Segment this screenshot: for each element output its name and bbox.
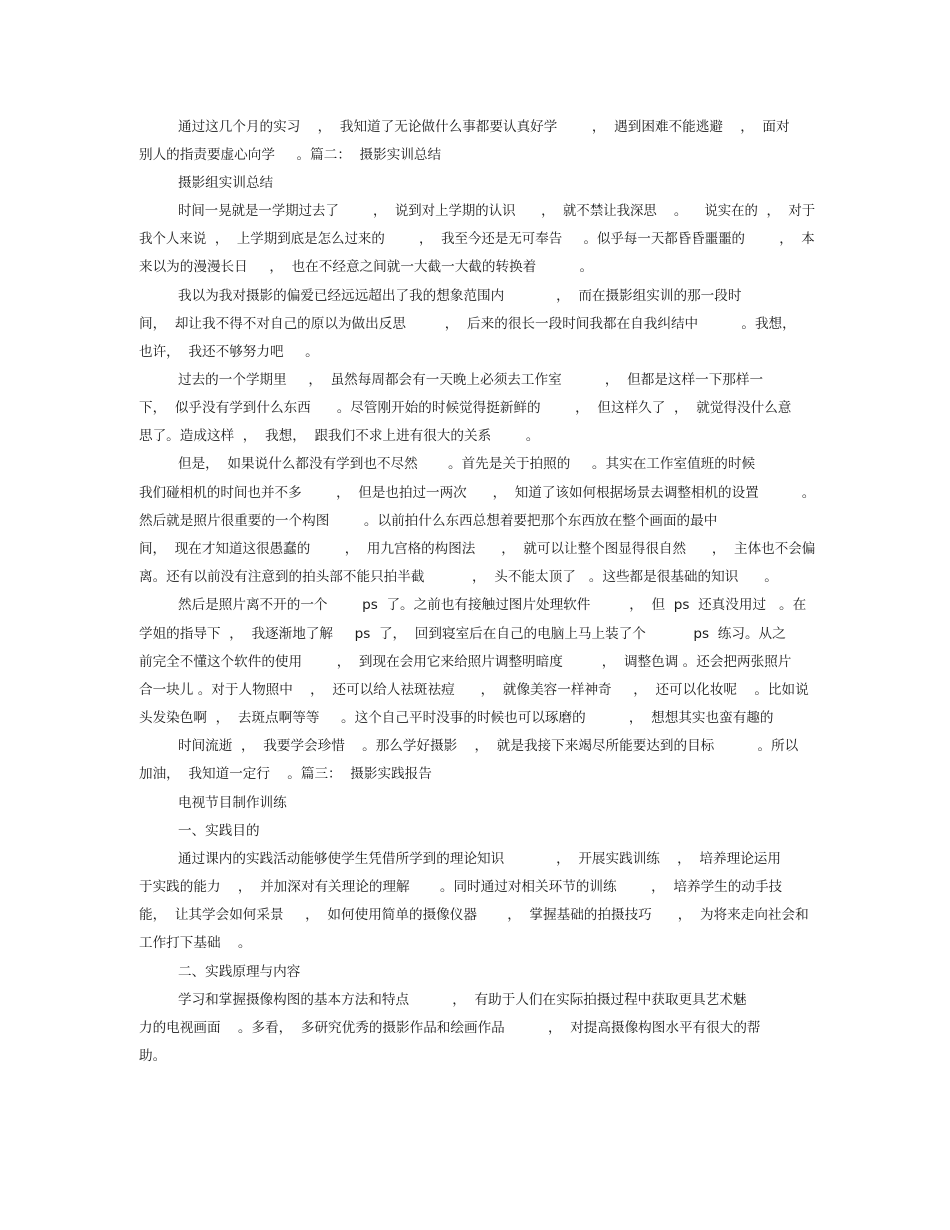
text-line: 合一块儿 。对于人物照中 ， 还可以给人祛斑祛痘 ， 就像美容一样神奇 ， 还可以化妆呢 。比如说 — [139, 682, 809, 698]
text-line: 我个人来说 ， 上学期到底是怎么过来的 ， 我至今还是无可奉告 。似乎每一天都昏昏噩噩的 ， 本 — [139, 231, 815, 247]
section-heading: 摄影组实训总结 — [178, 175, 274, 191]
text-line: 离。还有以前没有注意到的拍头部不能只拍半截 ， 头不能太顶了 。这些都是很基础的知识 。 — [139, 569, 778, 585]
text-line: 力的电视画面 。多看， 多研究优秀的摄影作品和绘画作品 ， 对提高摄像构图水平有很大的帮 — [139, 1020, 761, 1036]
text-line: 思了。造成这样 ， 我想， 跟我们不求上进有很大的关系 。 — [139, 428, 540, 444]
text-line: 我以为我对摄影的偏爱已经远远超出了我的想象范围内 ， 而在摄影组实训的那一段时 — [178, 288, 742, 304]
text-line: 我们碰相机的时间也并不多 ， 但是也拍过一两次 ， 知道了该如何根据场景去调整相机的设置 。 — [139, 485, 816, 501]
text-line: 工作打下基础 。 — [139, 935, 252, 951]
text-line: 来以为的漫漫长日 ， 也在不经意之间就一大截一大截的转换着 。 — [139, 259, 594, 275]
section-heading: 二、实践原理与内容 — [178, 964, 301, 980]
text-line: 助。 — [139, 1048, 167, 1064]
text-line: 然后是照片离不开的一个 ps 了。之前也有接触过图片处理软件 ， 但 ps 还真没用过 。在 — [178, 597, 807, 613]
text-line: 学习和掌握摄像构图的基本方法和特点 ， 有助于人们在实际拍摄过程中获取更具艺术魅 — [178, 992, 747, 1008]
section-heading: 电视节目制作训练 — [178, 795, 287, 811]
text-line: 通过课内的实践活动能够使学生凭借所学到的理论知识 ， 开展实践训练 ， 培养理论运用 — [178, 851, 781, 867]
text-line: 头发染色啊 ， 去斑点啊等等 。这个自己平时没事的时候也可以琢磨的 ， 想想其实也蛮有趣的 — [139, 710, 774, 726]
text-line: 前完全不懂这个软件的使用 ， 到现在会用它来给照片调整明暗度 ， 调整色调 。还会把两张照片 — [139, 654, 792, 670]
text-line: 间， 现在才知道这很愚蠢的 ， 用九宫格的构图法 ， 就可以让整个图显得很自然 ， 主体也不会偏 — [139, 541, 816, 557]
text-line: 然后就是照片很重要的一个构图 。以前拍什么东西总想着要把那个东西放在整个画面的最中 — [139, 513, 718, 529]
text-line: 能， 让其学会如何采景 ， 如何使用简单的摄像仪器 ， 掌握基础的拍摄技巧 ， 为将来走向社会和 — [139, 907, 809, 923]
text-line: 加油， 我知道一定行 。篇三： 摄影实践报告 — [139, 766, 432, 782]
text-line: 也许， 我还不够努力吧 。 — [139, 344, 319, 360]
text-line: 但是， 如果说什么都没有学到也不尽然 。首先是关于拍照的 。其实在工作室值班的时候 — [178, 456, 756, 472]
text-line: 过去的一个学期里 ， 虽然每周都会有一天晚上必须去工作室 ， 但都是这样一下那样一 — [178, 372, 764, 388]
text-line: 于实践的能力 ， 并加深对有关理论的理解 。同时通过对相关环节的训练 ， 培养学生的动手技 — [139, 879, 783, 895]
text-line: 时间一晃就是一学期过去了 ， 说到对上学期的认识 ， 就不禁让我深思 。 说实在的 ， 对于 — [178, 203, 816, 219]
text-line: 下， 似乎没有学到什么东西 。尽管刚开始的时候觉得挺新鲜的 ， 但这样久了 ， 就觉得没什么意 — [139, 400, 792, 416]
text-line: 学姐的指导下 ， 我逐渐地了解 ps 了， 回到寝室后在自己的电脑上马上装了个 ps 练习。从之 — [139, 626, 786, 642]
text-line: 别人的指责要虚心向学 。篇二： 摄影实训总结 — [139, 147, 442, 163]
section-heading: 一、实践目的 — [178, 823, 260, 839]
text-line: 间， 却让我不得不对自己的原以为做出反思 ， 后来的很长一段时间我都在自我纠结中 。我想， — [139, 316, 796, 332]
text-line: 时间流逝 ， 我要学会珍惜 。那么学好摄影 ， 就是我接下来竭尽所能要达到的目标 。所以 — [178, 738, 799, 754]
text-line: 通过这几个月的实习 ， 我知道了无论做什么事都要认真好学 ， 遇到困难不能逃避 ， 面对 — [178, 119, 790, 135]
